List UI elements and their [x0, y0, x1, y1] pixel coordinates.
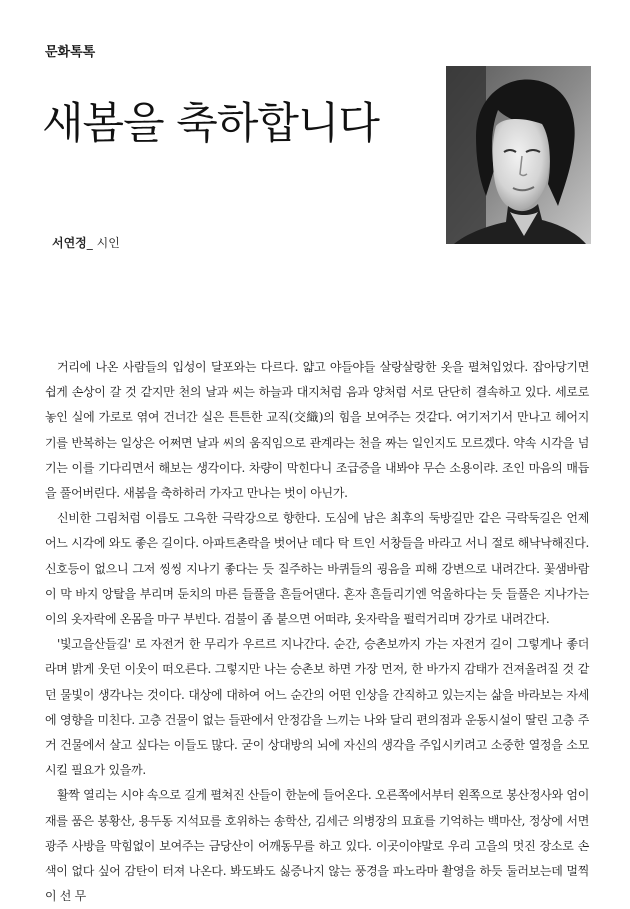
paragraph: 거리에 나온 사람들의 입성이 달포와는 다르다. 얇고 야들야들 살랑살랑한 옷을 펼쳐입었다. 잡아당기면 쉽게 손상이 갈 것 같지만 천의 날과 씨는 하늘과 대지처럼 음과 양처럼 서로 단단히 결속하고 있다. 세로로 놓인 실에 가로로 엮여 건너간 실은 튼튼한 교직(交織)의 힘을 보여주는 것같다. 여기저기서 만나고 헤어지기를 반복하는 일상은 어쩌면 날과 씨의 움직임으로 관계라는 천을 짜는 일인지도 모르겠다. 약속 시각을 넘기는 이를 기다리면서 해보는 생각이다. 차량이 막힌다니 조급증을 내봐야 무슨 소용이랴. 조인 마음의 매듭을 풀어버린다. 새봄을 축하하러 가자고 만나는 벗이 아닌가. [45, 360, 589, 501]
paragraph: 신비한 그림처럼 이름도 그윽한 극락강으로 향한다. 도심에 남은 최후의 둑방길만 같은 극락둑길은 언제 어느 시각에 와도 좋은 길이다. 아파트촌락을 벗어난 데다 탁 트인 서창들을 바라고 서니 절로 해낙낙해진다. 신호등이 없으니 그저 씽씽 지나기 좋다는 듯 질주하는 바퀴들의 굉음을 피해 강변으로 내려간다. 꽃샘바람이 막 바지 앙탈을 부리며 둔치의 마른 들풀을 흔들어댄다. 혼자 흔들리기엔 억울하다는 듯 들풀은 지나가는 이의 옷자락에 온몸을 마구 부빈다. 검불이 좀 붙으면 어떠랴, 옷자락을 펄럭거리며 강가로 내려간다. [45, 511, 589, 627]
paragraph: '빛고을산들길' 로 자전거 한 무리가 우르르 지나간다. 순간, 승촌보까지 가는 자전거 길이 그렇게나 좋더라며 밝게 웃던 이웃이 떠오른다. 그렇지만 나는 승촌보 하면 가장 먼저, 한 바가지 감태가 건져올려질 것 같던 물빛이 생각나는 것이다. 대상에 대하여 어느 순간의 어떤 인상을 간직하고 있는지는 삶을 바라보는 자세에 영향을 미친다. 고층 건물이 없는 들판에서 안정감을 느끼는 나와 달리 편의점과 운동시설이 딸린 고층 주거 건물에서 살고 싶다는 이들도 많다. 굳이 상대방의 뇌에 자신의 생각을 주입시키려고 소중한 열정을 소모시킬 필요가 있을까. [45, 637, 589, 778]
author-portrait [446, 66, 591, 244]
paragraph: 활짝 열리는 시야 속으로 길게 펼쳐진 산들이 한눈에 들어온다. 오른쪽에서부터 왼쪽으로 봉산정사와 엄이재를 품은 봉황산, 용두동 지석묘를 호위하는 송학산, 김세근 의병장의 묘효를 기억하는 백마산, 정상에 서면 광주 사방을 막힘없이 보여주는 금당산이 어깨동무를 하고 있다. 이곳이야말로 우리 고을의 멋진 장소로 손색이 없다 싶어 감탄이 터져 나온다. 봐도봐도 싫증나지 않는 풍경을 파노라마 촬영을 하듯 둘러보는데 멀찍이 선 무 [45, 788, 589, 904]
page-title: 새봄을 축하합니다 [42, 99, 379, 149]
article-body [45, 355, 589, 909]
section-label: 문화톡톡 [45, 45, 96, 60]
author-name: 서연정 [52, 236, 87, 250]
byline: 서연정_ 시인 [52, 236, 120, 250]
author-role: 시인 [96, 236, 120, 250]
